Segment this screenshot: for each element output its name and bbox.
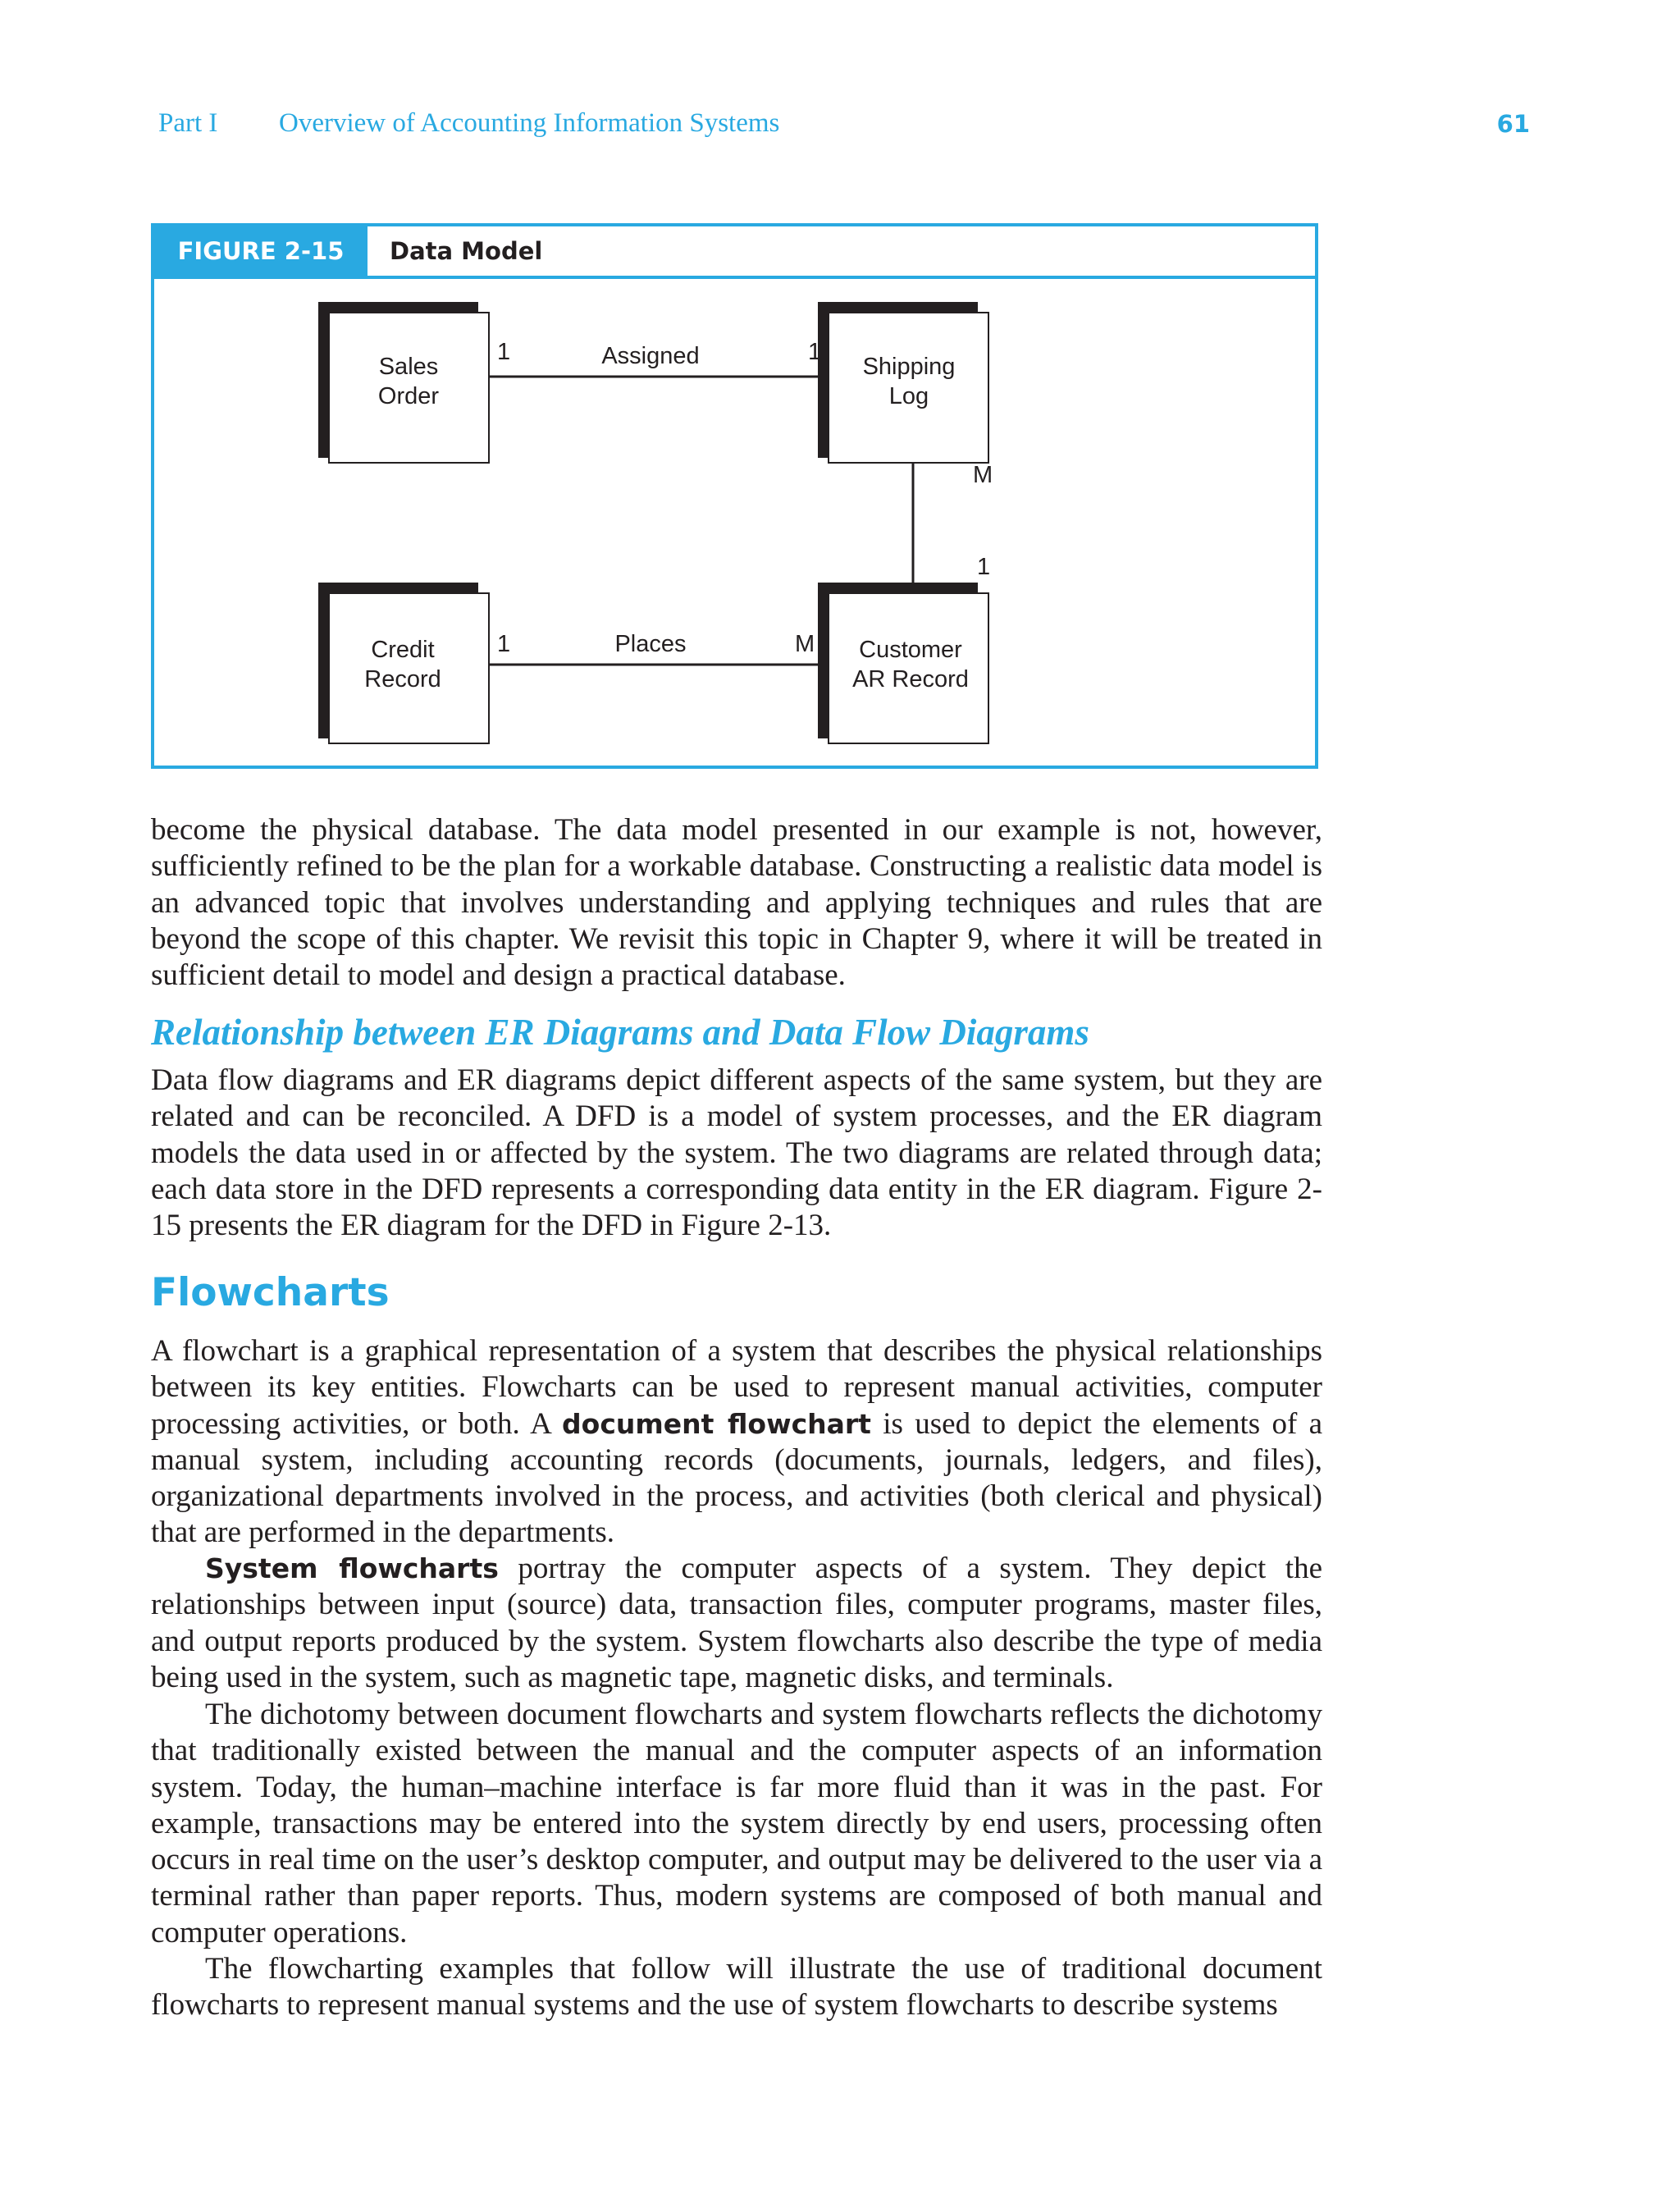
places-label: Places xyxy=(614,631,687,657)
customer-ar-label-1: Customer xyxy=(859,637,962,663)
places-right-cardinality: M xyxy=(795,631,815,657)
paragraph-dichotomy: The dichotomy between document flowcharts and system flowcharts reflects the dichotomy that traditionally existed between the manual and the computer aspects of an information system. Today, the human–machine interface is far more fluid than it was in the past. For example, transactions may be entered into the system directly by end users, processing often occurs in real time on the user’s desktop computer, and output may be delivered to the user via a terminal rather than paper reports. Thus, modern systems are composed of both manual and computer operations. xyxy=(151,1698,1322,1949)
section-heading-flowcharts: Flowcharts xyxy=(151,1270,390,1315)
customer-ar-label-2: AR Record xyxy=(852,666,969,692)
term-system-flowcharts: System flowcharts xyxy=(205,1552,499,1584)
chapter-title: Overview of Accounting Information Systems xyxy=(279,108,780,138)
entity-credit-record xyxy=(318,583,489,743)
assigned-right-cardinality: 1 xyxy=(808,339,822,365)
paragraph-flowchart-intro xyxy=(151,1333,1322,1552)
figure-label: FIGURE 2-15 xyxy=(154,226,368,276)
paragraph-data-model: become the physical database. The data model presented in our example is not, however, sufficiently refined to be the plan for a workable database. Constructing a realistic data model is an advanced topic that involves understanding and applying techniques and rules that are beyond the scope of this chapter. We revisit this topic in Chapter 9, where it will be treated in sufficient detail to model and design a practical database. xyxy=(151,813,1322,993)
para4-text: portray the computer aspects of a system. They depict the relationships between input (source) data, transaction files, computer programs, master files, and output reports produced by the system. System flowcharts also describe the type of media being used in the system, such as magnetic tape, magnetic disks, and terminals. xyxy=(151,1552,1322,1694)
log-customer-top-cardinality: M xyxy=(973,462,993,488)
subheading-er-dfd: Relationship between ER Diagrams and Data Flow Diagrams xyxy=(151,1012,1089,1053)
part-label: Part I xyxy=(158,108,218,138)
term-document-flowchart: document flowchart xyxy=(562,1407,871,1440)
entity-shipping-log xyxy=(818,302,988,463)
log-customer-bottom-cardinality: 1 xyxy=(977,554,991,580)
sales-order-label-1: Sales xyxy=(378,354,439,380)
shipping-log-label-1: Shipping xyxy=(862,354,956,380)
sales-order-label-2: Order xyxy=(377,383,440,409)
figure-data-model xyxy=(151,223,1318,769)
para3-text-a: A flowchart is a graphical representation of a system that describes the physical relationships between its key entities. Flowcharts can be used to represent manual activities, computer processing activities, or both. A xyxy=(151,1334,1322,1441)
assigned-left-cardinality: 1 xyxy=(497,339,511,365)
entity-sales-order xyxy=(318,302,489,463)
paragraph-examples: The flowcharting examples that follow will illustrate the use of traditional document flowcharts to represent manual systems and the use of system flowcharts to describe systems xyxy=(151,1952,1322,2023)
page-number: 61 xyxy=(1496,110,1530,138)
running-head xyxy=(158,108,1530,144)
para3-text-b: is used to depict the elements of a manual system, including accounting records (documents, journals, ledgers, and files), organizational departments involved in the process, and activities (both clerical and physical) that are performed in the departments. xyxy=(151,1406,1322,1550)
paragraph-er-dfd: Data flow diagrams and ER diagrams depict different aspects of the same system, but they are related and can be reconciled. A DFD is a model of system processes, and the ER diagram models the data used in or affected by the system. The two diagrams are related through data; each data store in the DFD represents a corresponding data entity in the ER diagram. Figure 2-15 presents the ER diagram for the DFD in Figure 2-13. xyxy=(151,1063,1322,1243)
credit-record-label-1: Credit xyxy=(371,637,435,663)
figure-title: Data Model xyxy=(390,237,543,265)
assigned-label: Assigned xyxy=(601,343,700,369)
places-left-cardinality: 1 xyxy=(497,631,511,657)
entity-customer-ar-record xyxy=(818,583,988,743)
paragraph-system-flowcharts xyxy=(151,1551,1322,1696)
credit-record-label-2: Record xyxy=(364,666,441,692)
er-diagram xyxy=(154,226,1315,766)
shipping-log-label-2: Log xyxy=(888,383,929,409)
